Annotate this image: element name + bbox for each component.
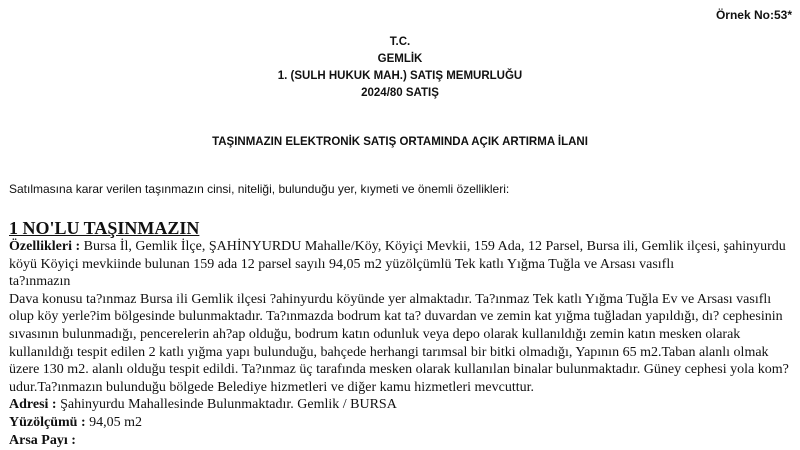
header-line-office: 1. (SULH HUKUK MAH.) SATIŞ MEMURLUĞU — [277, 70, 523, 82]
area-label: Yüzölçümü : — [9, 414, 86, 430]
property-heading: 1 NO'LU TAŞINMAZIN — [9, 218, 200, 238]
header-line-file-number: 2024/80 SATIŞ — [361, 87, 439, 99]
area-value: 94,05 m2 — [85, 414, 143, 430]
property-section — [9, 218, 793, 449]
features-line: Dava konusu ta?ınmaz Bursa ili Gemlik ilçesi ?ahinyurdu köyünde yer almaktadır. Ta?ınmaz Tek katlı Yığma Tuğla Ev ve Arsası vasıflı — [9, 291, 772, 307]
area-row — [9, 414, 793, 432]
form-number: Örnek No:53* — [715, 8, 792, 22]
header-line-city: GEMLİK — [377, 53, 423, 65]
features-line: üzere 130 m2. alanlı olduğu tespit edildi. Ta?ınmaz üç tarafında mesken olarak kullanılan binalar bulunmaktadır. Güney cephesi yola kom? — [9, 362, 789, 378]
features-label: Özellikleri : — [9, 239, 81, 254]
court-header — [0, 34, 800, 102]
features-line: kullanıldığı tespit edilen 2 katlı yığma yapı bulunduğu, bahçede herhangi tarımsal bir bitki olmadığı, Yapının 65 m2.Taban alanlı olmak — [9, 344, 769, 360]
address-label: Adresi : — [9, 397, 57, 413]
features-line — [9, 238, 793, 256]
features-line: olup köy yerle?im bölgesinde bulunmaktadır. Ta?ınmazda bodrum kat ta? duvardan ve zemin kat yığma tuğladan yapıldığı, dı? cephesinin — [9, 309, 783, 325]
intro-text: Satılmasına karar verilen taşınmazın cinsi, niteliği, bulunduğu yer, kıymeti ve önemli özellikleri: — [9, 182, 510, 196]
features-line: ta?ınmazın — [9, 274, 71, 290]
share-label: Arsa Payı : — [9, 432, 76, 448]
address-value: Şahinyurdu Mahallesinde Bulunmaktadır. Gemlik / BURSA — [56, 397, 397, 413]
features-line: udur.Ta?ınmazın bulunduğu bölgede Belediye hizmetleri ve diğer kamu hizmetleri mevcuttur. — [9, 379, 535, 395]
features-text: Bursa İl, Gemlik İlçe, ŞAHİNYURDU Mahalle/Köy, Köyiçi Mevkii, 159 Ada, 12 Parsel, Bursa ili, Gemlik ilçesi, şahinyurdu — [80, 239, 786, 254]
notice-title: TAŞINMAZIN ELEKTRONİK SATIŞ ORTAMINDA AÇIK ARTIRMA İLANI — [212, 136, 588, 148]
features-line: sıvasının bulunmadığı, pencerelerin ah?ap olduğu, bodrum katın odunluk veya depo olarak kullanıldığı zemin katın mesken olarak — [9, 326, 741, 342]
header-line-tc: T.C. — [389, 36, 411, 48]
share-row — [9, 432, 793, 450]
address-row — [9, 396, 793, 414]
features-line: köyü Köyiçi mevkiinde bulunan 159 ada 12 parsel sayılı 94,05 m2 yüzölçümlü Tek katlı Yığma Tuğla ve Arsası vasıflı — [9, 256, 675, 272]
